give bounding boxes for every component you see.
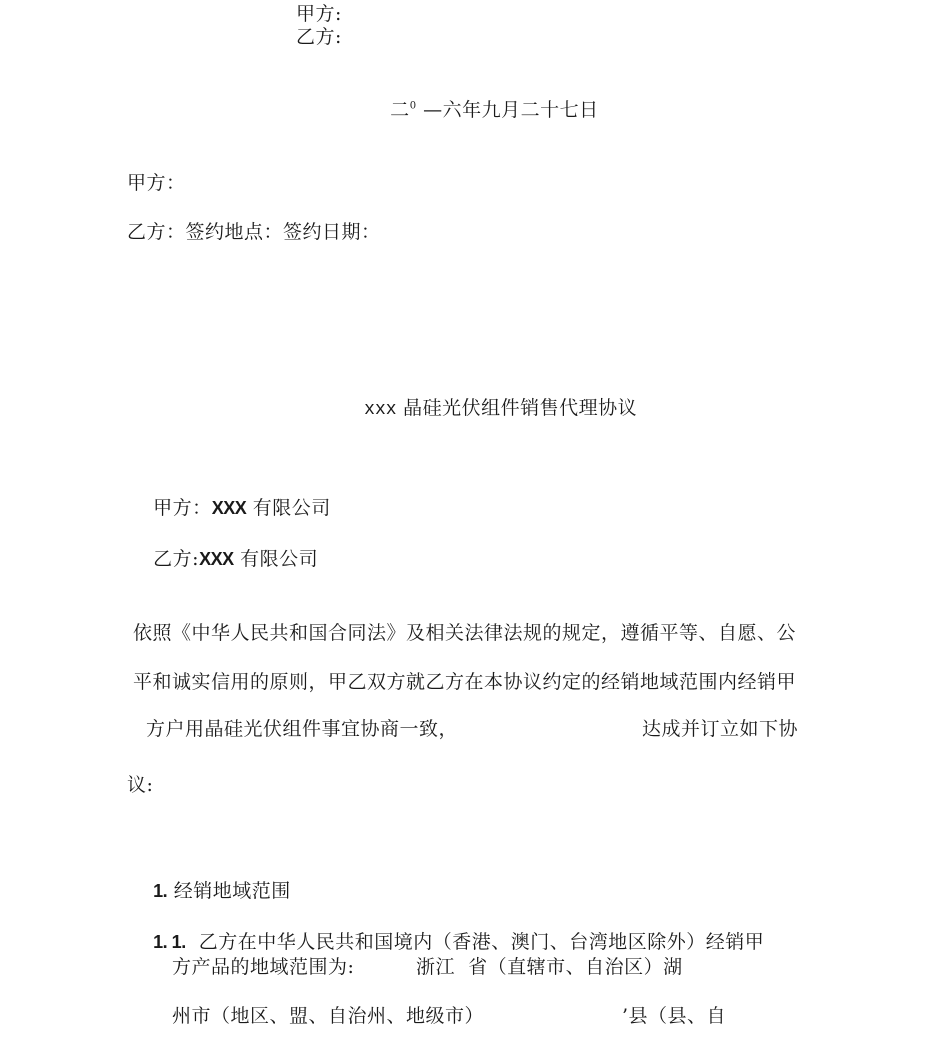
- preamble-line-2: 平和诚实信用的原则，甲乙双方就乙方在本协议约定的经销地域范围内经销甲: [133, 671, 797, 693]
- cover-date-superscript: 0: [409, 100, 417, 112]
- cover-party-a: 甲方:: [296, 3, 342, 25]
- preamble-line-4: 议:: [127, 774, 154, 796]
- cover-date-prefix: 二: [390, 99, 410, 121]
- cover-party-b: 乙方:: [296, 26, 342, 48]
- party-b-label: 乙方:: [153, 548, 200, 570]
- party-b-line: [127, 523, 318, 595]
- clause-1-1-text: 乙方在中华人民共和国境内（香港、澳门、台湾地区除外）经销甲: [185, 931, 765, 953]
- preamble-line-3-left: 方户用晶硅光伏组件事宜协商一致，: [146, 718, 459, 740]
- agreement-title: [338, 372, 637, 446]
- section-1-number: 1.: [153, 881, 168, 901]
- clause-1-1-number: 1. 1.: [153, 932, 186, 952]
- party-b-suffix: 有限公司: [233, 548, 319, 570]
- clause-1-1-line-3-right: ’县（县、自: [622, 1005, 727, 1027]
- party-b-name: XXX: [199, 549, 234, 569]
- preamble-line-3-right: 达成并订立如下协: [642, 718, 799, 740]
- signing-party-b-place-date: 乙方：签约地点：签约日期：: [127, 221, 381, 243]
- title-text: 晶硅光伏组件销售代理协议: [396, 397, 638, 419]
- clause-1-1-line-2-right: 浙江 省（直辖市、自治区）湖: [416, 956, 683, 978]
- party-a-suffix: 有限公司: [246, 497, 331, 519]
- party-a-label: 甲方：: [153, 497, 212, 519]
- clause-1-1-line-2-left: 方产品的地域范围为:: [172, 956, 355, 978]
- cover-date-rest: —六年九月二十七日: [416, 99, 599, 121]
- section-1-heading-text: 经销地域范围: [167, 880, 291, 902]
- party-a-name: XXX: [211, 498, 247, 518]
- title-prefix: xxx: [364, 400, 397, 420]
- clause-1-1-line-3-left: 州市（地区、盟、自治州、地级市）: [172, 1005, 485, 1027]
- preamble-line-1: 依照《中华人民共和国合同法》及相关法律法规的规定，遵循平等、自愿、公: [133, 622, 797, 644]
- signing-party-a: 甲方：: [127, 172, 186, 194]
- cover-date: [364, 74, 599, 146]
